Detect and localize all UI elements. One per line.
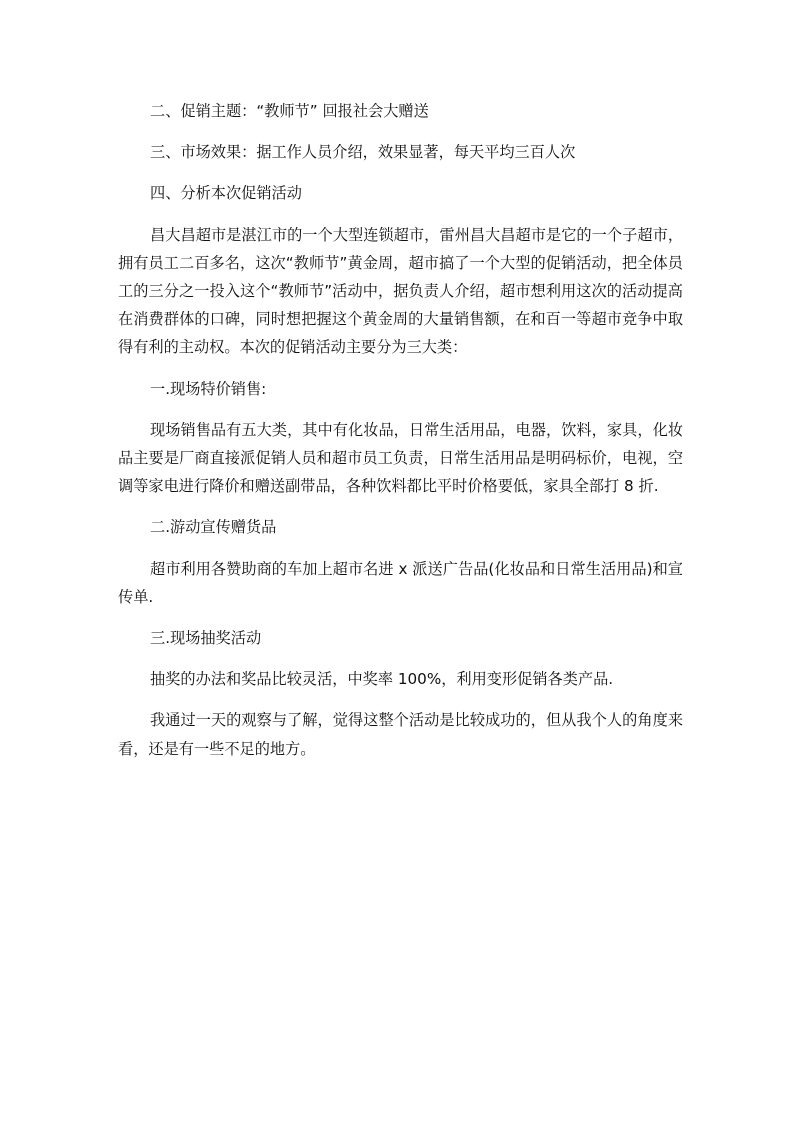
paragraph-lottery-details: 抽奖的办法和奖品比较灵活，中奖率 100%，利用变形促销各类产品. [150,670,614,689]
paragraph-analysis-heading: 四、分析本次促销活动 [150,184,302,203]
paragraph-conclusion: 我通过一天的观察与了解，觉得这整个活动是比较成功的，但从我个人的角度来看，还是有一些不足的地方。 [118,711,683,758]
document-body [118,97,683,763]
paragraph-mobile-promo-heading: 二.游动宣传赠货品 [150,518,277,537]
paragraph-supermarket-overview: 昌大昌超市是湛江市的一个大型连锁超市，雷州昌大昌超市是它的一个子超市，拥有员工二百多名，这次“教师节”黄金周，超市搞了一个大型的促销活动，把全体员工的三分之一投入这个“教师节”活动中，据负责人介绍，超市想利用这次的活动提高在消费群体的口碑，同时想把握这个黄金周的大量销售额，在和百一等超市竞争中取得有利的主动权。本次的促销活动主要分为三大类： [118,225,683,357]
paragraph-mobile-promo-details: 超市利用各赞助商的车加上超市名进 x 派送广告品(化妆品和日常生活用品)和宣传单. [118,559,683,606]
paragraph-promotion-theme: 二、促销主题：“教师节” 回报社会大赠送 [150,102,429,120]
paragraph-special-sale-heading: 一.现场特价销售: [150,379,267,398]
paragraph-market-effect: 三、市场效果：据工作人员介绍，效果显著，每天平均三百人次 [150,143,576,162]
paragraph-lottery-heading: 三.现场抽奖活动 [150,629,262,648]
paragraph-special-sale-details: 现场销售品有五大类，其中有化妆品，日常生活用品，电器，饮料，家具，化妆品主要是厂商直接派促销人员和超市员工负责，日常生活用品是明码标价，电视，空调等家电进行降价和赠送副带品，各种饮料都比平时价格要低，家具全部打 8 折. [118,420,683,496]
